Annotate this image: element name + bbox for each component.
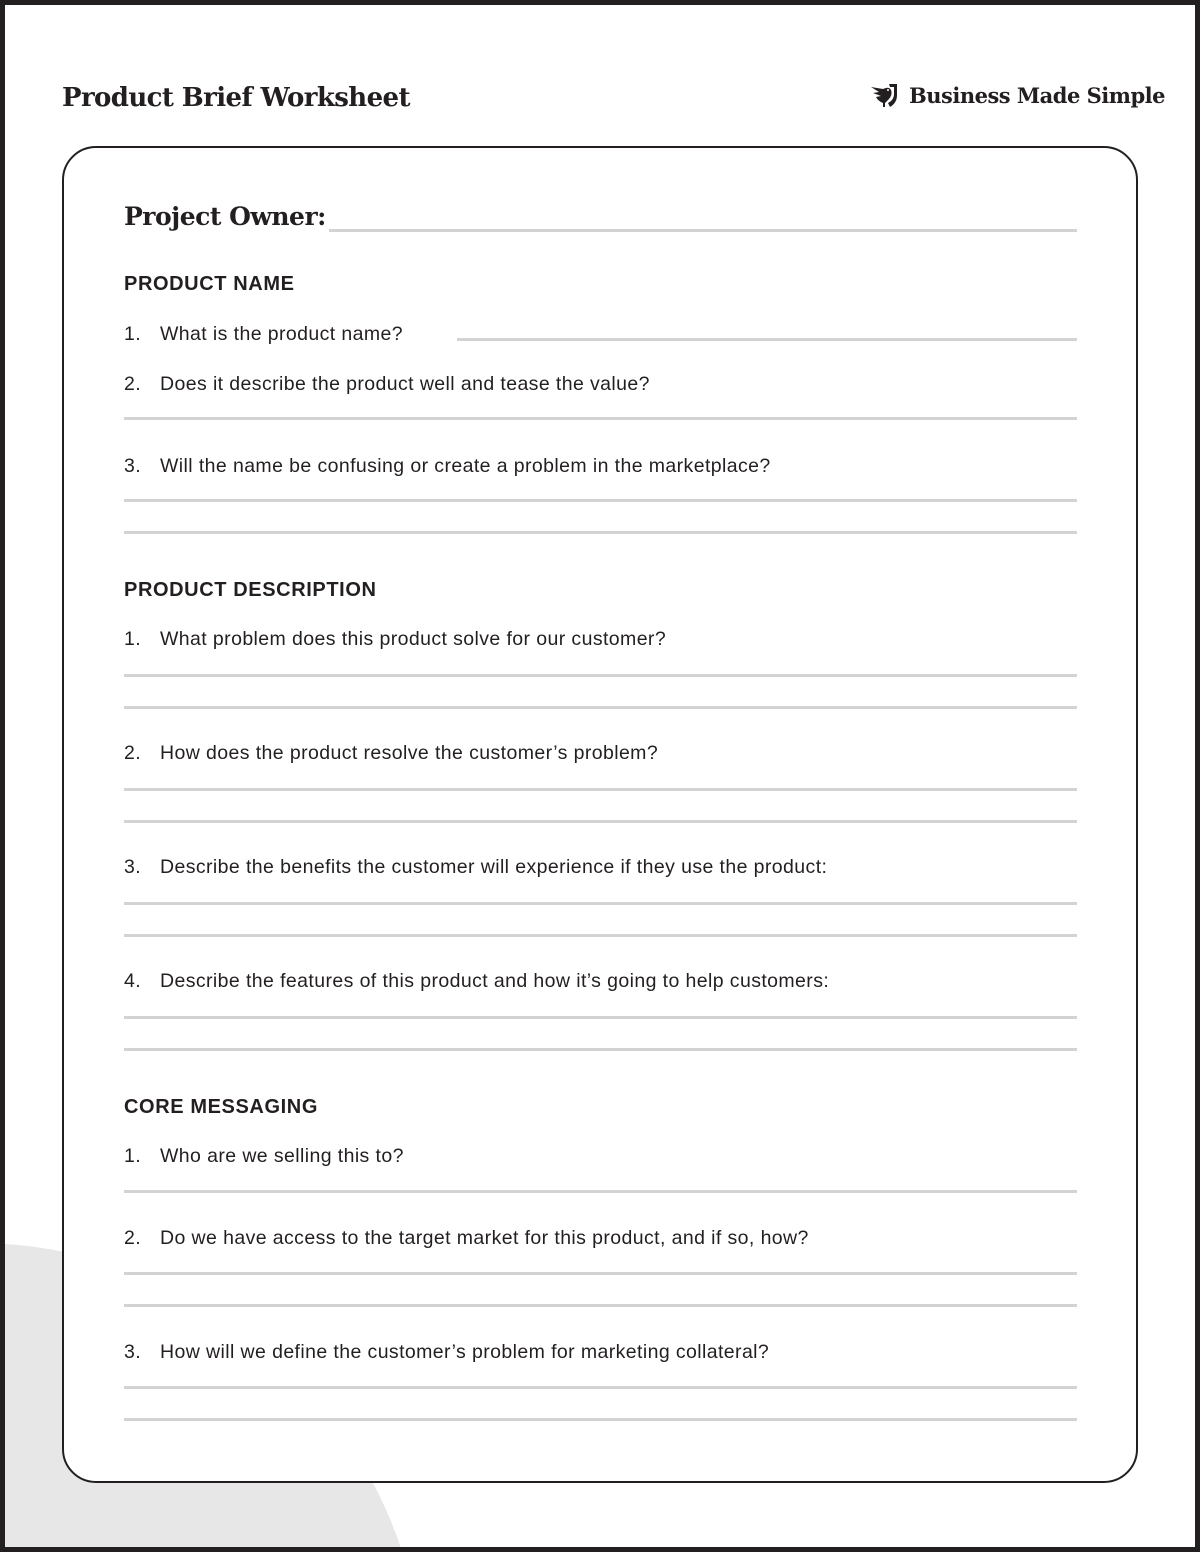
- question-text: Describe the features of this product and how it’s going to help customers:: [160, 970, 830, 992]
- worksheet-card: [62, 146, 1138, 1483]
- worksheet-page: [5, 5, 1195, 1547]
- question-product-name-1: [124, 323, 403, 346]
- question-text: Does it describe the product well and tease the value?: [160, 373, 650, 395]
- answer-line[interactable]: [124, 1386, 1077, 1389]
- answer-line[interactable]: [124, 706, 1077, 709]
- question-core-messaging-1: [124, 1145, 404, 1168]
- answer-line[interactable]: [124, 1418, 1077, 1421]
- question-text: Who are we selling this to?: [160, 1145, 404, 1167]
- document-title: Product Brief Worksheet: [62, 83, 410, 113]
- bird-shield-logo-icon: [869, 81, 899, 109]
- answer-line[interactable]: [124, 1304, 1077, 1307]
- answer-line[interactable]: [124, 934, 1077, 937]
- question-text: Describe the benefits the customer will experience if they use the product:: [160, 856, 828, 878]
- answer-line[interactable]: [124, 788, 1077, 791]
- answer-line[interactable]: [124, 1016, 1077, 1019]
- answer-line[interactable]: [124, 531, 1077, 534]
- question-text: What is the product name?: [160, 323, 404, 345]
- question-number: 3.: [124, 455, 142, 477]
- answer-line[interactable]: [124, 820, 1077, 823]
- brand: [869, 81, 1165, 109]
- answer-line[interactable]: [124, 1048, 1077, 1051]
- answer-line[interactable]: [124, 902, 1077, 905]
- question-number: 1.: [124, 628, 142, 650]
- question-number: 2.: [124, 373, 142, 395]
- question-number: 4.: [124, 970, 142, 992]
- answer-line[interactable]: [124, 1272, 1077, 1275]
- question-product-name-3: [124, 455, 771, 478]
- question-number: 2.: [124, 742, 142, 764]
- question-number: 1.: [124, 1145, 142, 1167]
- section-title-product-description: PRODUCT DESCRIPTION: [124, 579, 377, 601]
- question-number: 3.: [124, 856, 142, 878]
- question-product-description-4: [124, 970, 829, 993]
- question-text: Will the name be confusing or create a problem in the marketplace?: [160, 455, 771, 477]
- question-product-description-3: [124, 856, 827, 879]
- answer-line[interactable]: [124, 1190, 1077, 1193]
- brand-name: Business Made Simple: [909, 82, 1165, 108]
- question-core-messaging-3: [124, 1341, 769, 1364]
- project-owner-label: Project Owner:: [124, 202, 326, 231]
- answer-line[interactable]: [124, 417, 1077, 420]
- section-title-core-messaging: CORE MESSAGING: [124, 1096, 318, 1118]
- question-text: How will we define the customer’s problem for marketing collateral?: [160, 1341, 770, 1363]
- question-text: What problem does this product solve for our customer?: [160, 628, 667, 650]
- question-product-name-2: [124, 373, 650, 396]
- question-number: 3.: [124, 1341, 142, 1363]
- section-title-product-name: PRODUCT NAME: [124, 273, 295, 295]
- question-number: 2.: [124, 1227, 142, 1249]
- question-product-description-1: [124, 628, 666, 651]
- question-text: How does the product resolve the customer’s problem?: [160, 742, 659, 764]
- question-text: Do we have access to the target market for this product, and if so, how?: [160, 1227, 809, 1249]
- answer-line[interactable]: [124, 499, 1077, 502]
- answer-line[interactable]: [457, 338, 1077, 341]
- question-core-messaging-2: [124, 1227, 809, 1250]
- question-number: 1.: [124, 323, 142, 345]
- answer-line[interactable]: [124, 674, 1077, 677]
- project-owner-input-line[interactable]: [329, 229, 1077, 232]
- question-product-description-2: [124, 742, 658, 765]
